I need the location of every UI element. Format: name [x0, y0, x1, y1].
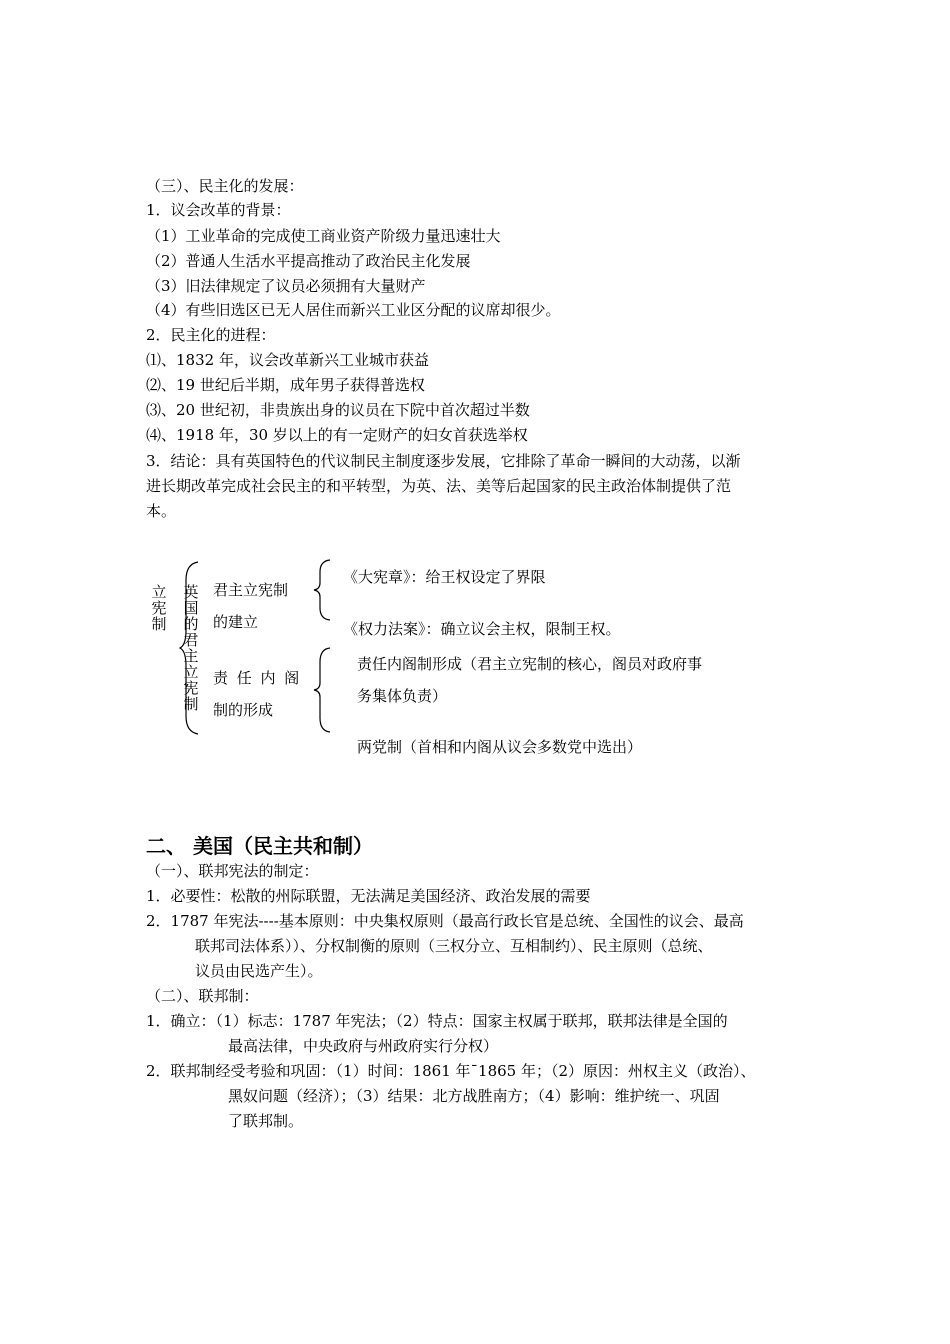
branch1-item: 《权力法案》：确立议会主权，限制王权。 [343, 620, 621, 638]
branch2-label: 制的形成 [213, 701, 274, 719]
outer-brace [180, 560, 200, 736]
branch1-brace [314, 558, 334, 622]
subsection-heading: （二）、联邦制： [146, 987, 259, 1005]
branch2-item: 责任内阁制形成（君主立宪制的核心，阁员对政府事 [357, 655, 703, 673]
process-item: ⑵、19 世纪后半期，成年男子获得普选权 [146, 376, 425, 394]
background-item: （3）旧法律规定了议员必须拥有大量财产 [146, 277, 426, 295]
conclusion-line: 3．结论：具有英国特色的代议制民主制度逐步发展，它排除了革命一瞬间的大动荡，以渐 [146, 452, 741, 470]
section-heading: （三）、民主化的发展： [146, 177, 304, 195]
background-item: （1）工业革命的完成使工商业资产阶级力量迅速壮大 [146, 227, 501, 245]
branch2-brace [314, 646, 334, 734]
process-item: ⑶、20 世纪初，非贵族出身的议员在下院中首次超过半数 [146, 401, 530, 419]
item-line: 1．确立：（1）标志：1787 年宪法；（2）特点：国家主权属于联邦，联邦法律是全国的 [146, 1012, 728, 1030]
process-item: ⑷、1918 年，30 岁以上的有一定财产的妇女首获选举权 [146, 426, 528, 444]
branch2-label: 责 任 内 阁 [213, 669, 302, 687]
branch2-item: 两党制（首相和内阁从议会多数党中选出） [357, 738, 643, 756]
item-line: 联邦司法体系））、分权制衡的原则（三权分立、互相制约）、民主原则（总统、 [195, 937, 713, 955]
process-title: 2．民主化的进程： [146, 326, 276, 344]
branch1-label: 君主立宪制 [213, 581, 289, 599]
conclusion-line: 进长期改革完成社会民主的和平转型，为英、法、美等后起国家的民主政治体制提供了范 [146, 477, 732, 495]
diagram-uk-label: 英国的君主立宪制 [183, 583, 199, 713]
process-item: ⑴、1832 年，议会改革新兴工业城市获益 [146, 351, 429, 369]
diagram-root-label: 立宪制 [151, 583, 167, 633]
background-item: （2）普通人生活水平提高推动了政治民主化发展 [146, 252, 471, 270]
conclusion-line: 本。 [146, 502, 177, 520]
part-title: 二、 美国（民主共和制） [146, 834, 373, 858]
background-item: （4）有些旧选区已无人居住而新兴工业区分配的议席却很少。 [146, 301, 561, 319]
item-line: 议员由民选产生）。 [195, 962, 323, 980]
item-line: 2．1787 年宪法----基本原则：中央集权原则（最高行政长官是总统、全国性的议会、最高 [146, 912, 744, 930]
item-line: 了联邦制。 [228, 1112, 304, 1130]
background-title: 1．议会改革的背景： [146, 201, 291, 219]
branch1-item: 《大宪章》：给王权设定了界限 [343, 568, 546, 586]
item-line: 黑奴问题（经济）；（3）结果：北方战胜南方；（4）影响：维护统一、巩固 [228, 1087, 720, 1105]
item-line: 最高法律，中央政府与州政府实行分权） [228, 1037, 499, 1055]
branch1-label: 的建立 [213, 613, 259, 631]
subsection-heading: （一）、联邦宪法的制定： [146, 862, 319, 880]
branch2-item: 务集体负责） [357, 687, 448, 705]
item-line: 1．必要性：松散的州际联盟，无法满足美国经济、政治发展的需要 [146, 887, 591, 905]
item-line: 2．联邦制经受考验和巩固：（1）时间：1861 年¯1865 年；（2）原因：州权主义（政治）、 [146, 1062, 756, 1080]
